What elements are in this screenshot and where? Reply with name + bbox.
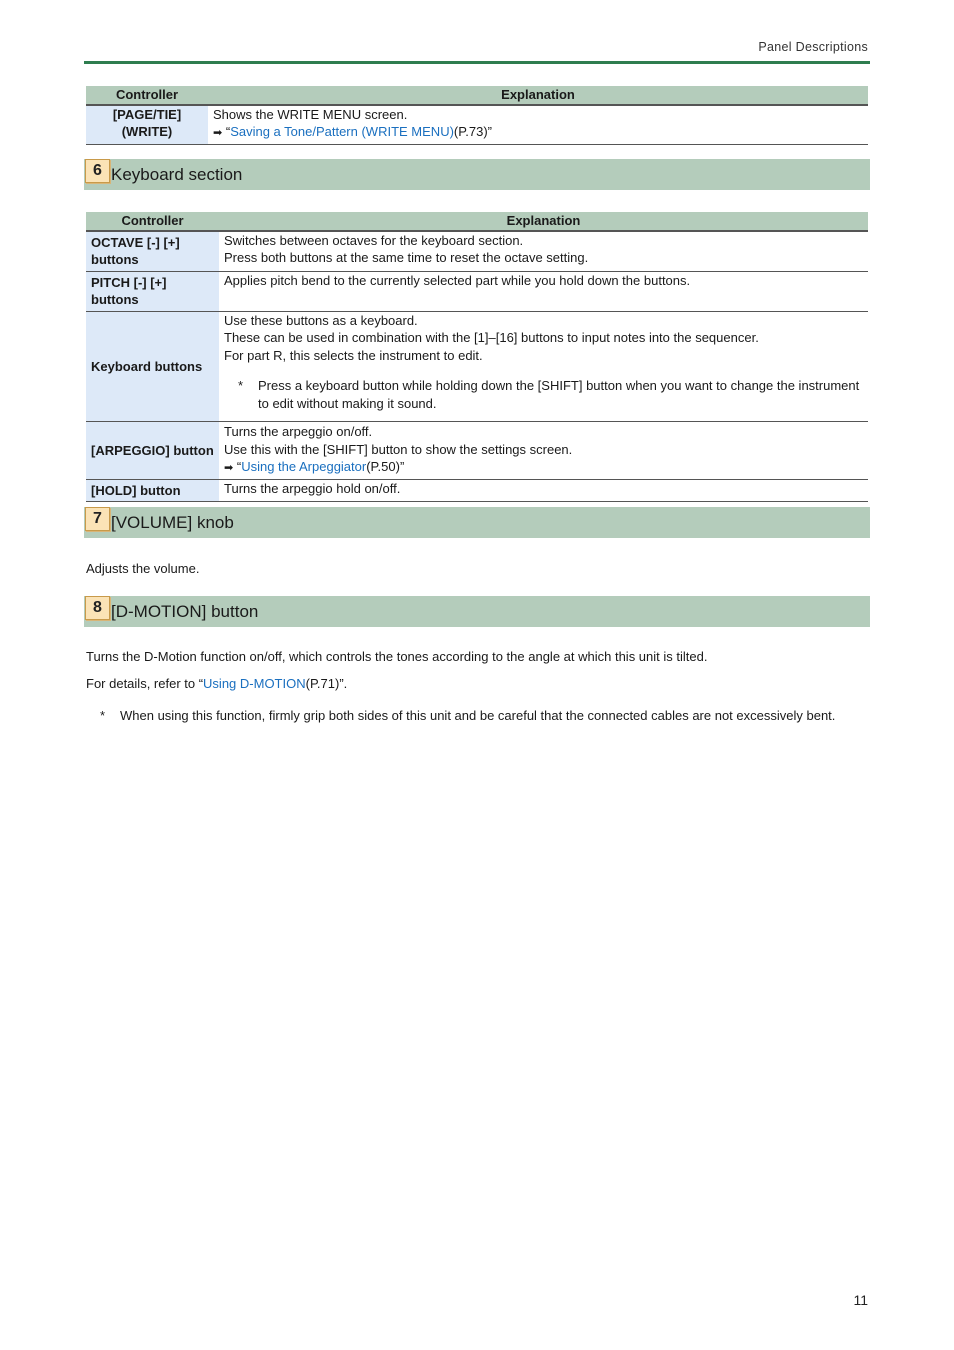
- section-heading-dmotion: [84, 596, 870, 627]
- explanation-line: Shows the WRITE MENU screen.: [213, 106, 408, 122]
- controller-name: [ARPEGGIO] button: [91, 442, 214, 458]
- section-number-badge: 8: [85, 596, 110, 620]
- explanation-cell: [219, 479, 868, 502]
- note: [224, 377, 863, 412]
- note-text: When using this function, firmly grip both sides of this unit and be careful that the connected cables are not excessively bent.: [120, 708, 836, 723]
- explanation-cell: [219, 422, 868, 480]
- section-title: [D-MOTION] button: [111, 602, 259, 621]
- controller-name: [HOLD] button: [91, 482, 181, 498]
- explanation-line: Use these buttons as a keyboard.: [224, 312, 418, 328]
- section-title: Keyboard section: [111, 165, 243, 184]
- explanation-line: Turns the arpeggio on/off.: [224, 424, 373, 439]
- controller-cell: [86, 231, 219, 272]
- page-ref: (P.71)”.: [305, 676, 348, 691]
- header-rule: [84, 61, 870, 64]
- column-header-explanation: Explanation: [219, 212, 868, 231]
- dmotion-description: Turns the D-Motion function on/off, which controls the tones according to the angle at which this unit is tilted.: [86, 649, 708, 664]
- table-row: [86, 422, 868, 480]
- table-row: [86, 105, 868, 145]
- write-table: [86, 86, 868, 145]
- asterisk-icon: *: [100, 708, 106, 723]
- note: [100, 707, 860, 725]
- controller-cell: [86, 105, 208, 145]
- table-row: [86, 231, 868, 272]
- note-text: Press a keyboard button while holding down the [SHIFT] button when you want to change the instrument to edit without making it sound.: [258, 378, 860, 411]
- section-heading-volume: [84, 507, 870, 538]
- explanation-cell: [219, 271, 868, 311]
- controller-name-rest: [-] [+] buttons: [91, 274, 167, 307]
- controller-cell: [86, 271, 219, 311]
- explanation-line: For part R, this selects the instrument to edit.: [224, 347, 483, 363]
- arrow-right-icon: ➡: [213, 127, 223, 139]
- link-arpeggiator[interactable]: Using the Arpeggiator: [241, 459, 367, 474]
- section-heading-keyboard: [84, 159, 870, 190]
- controller-name: [PAGE/TIE]: [112, 106, 182, 122]
- controller-name-rest: [-] [+] buttons: [91, 234, 180, 267]
- quote-open: “: [225, 124, 231, 139]
- table-row: [86, 271, 868, 311]
- explanation-line: Use this with the [SHIFT] button to show the settings screen.: [224, 441, 573, 457]
- explanation-line: Switches between octaves for the keyboard section.: [224, 232, 524, 248]
- explanation-line: Press both buttons at the same time to reset the octave setting.: [224, 250, 589, 265]
- volume-description: Adjusts the volume.: [86, 561, 200, 576]
- quote-open: “: [236, 459, 242, 474]
- explanation-line: Applies pitch bend to the currently selected part while you hold down the buttons.: [224, 272, 691, 288]
- reference-line: [224, 458, 863, 478]
- section-title: [VOLUME] knob: [111, 513, 234, 532]
- link-write-menu[interactable]: Saving a Tone/Pattern (WRITE MENU): [230, 124, 454, 139]
- page-header-label: Panel Descriptions: [758, 40, 868, 54]
- keyboard-table: [86, 212, 868, 502]
- page-ref: (P.73)”: [453, 124, 492, 139]
- link-dmotion[interactable]: Using D-MOTION: [203, 676, 306, 691]
- asterisk-icon: *: [238, 378, 244, 393]
- explanation-cell: [219, 311, 868, 422]
- controller-cell: [86, 479, 219, 502]
- column-header-explanation: Explanation: [208, 86, 868, 105]
- controller-cell: [86, 311, 219, 422]
- column-header-controller: Controller: [86, 86, 208, 105]
- dmotion-reference: [86, 675, 347, 693]
- controller-name: Keyboard buttons: [91, 358, 203, 374]
- table-row: [86, 479, 868, 502]
- reference-prefix: For details, refer to “: [86, 676, 204, 691]
- reference-line: [213, 123, 863, 143]
- explanation-line: Turns the arpeggio hold on/off.: [224, 480, 401, 496]
- section-number-badge: 6: [85, 159, 110, 183]
- controller-name-sub: (WRITE): [121, 124, 173, 139]
- explanation-line: These can be used in combination with the [1]–[16] buttons to input notes into the sequencer.: [224, 330, 759, 345]
- section-number-badge: 7: [85, 507, 110, 531]
- explanation-cell: [208, 105, 868, 145]
- table-row: [86, 311, 868, 422]
- explanation-cell: [219, 231, 868, 272]
- controller-name: OCTAVE: [91, 234, 144, 250]
- page-number: 11: [853, 1292, 868, 1308]
- controller-name: PITCH: [91, 274, 130, 290]
- column-header-controller: Controller: [86, 212, 219, 231]
- arrow-right-icon: ➡: [224, 462, 234, 474]
- page-ref: (P.50)”: [366, 459, 405, 474]
- controller-cell: [86, 422, 219, 480]
